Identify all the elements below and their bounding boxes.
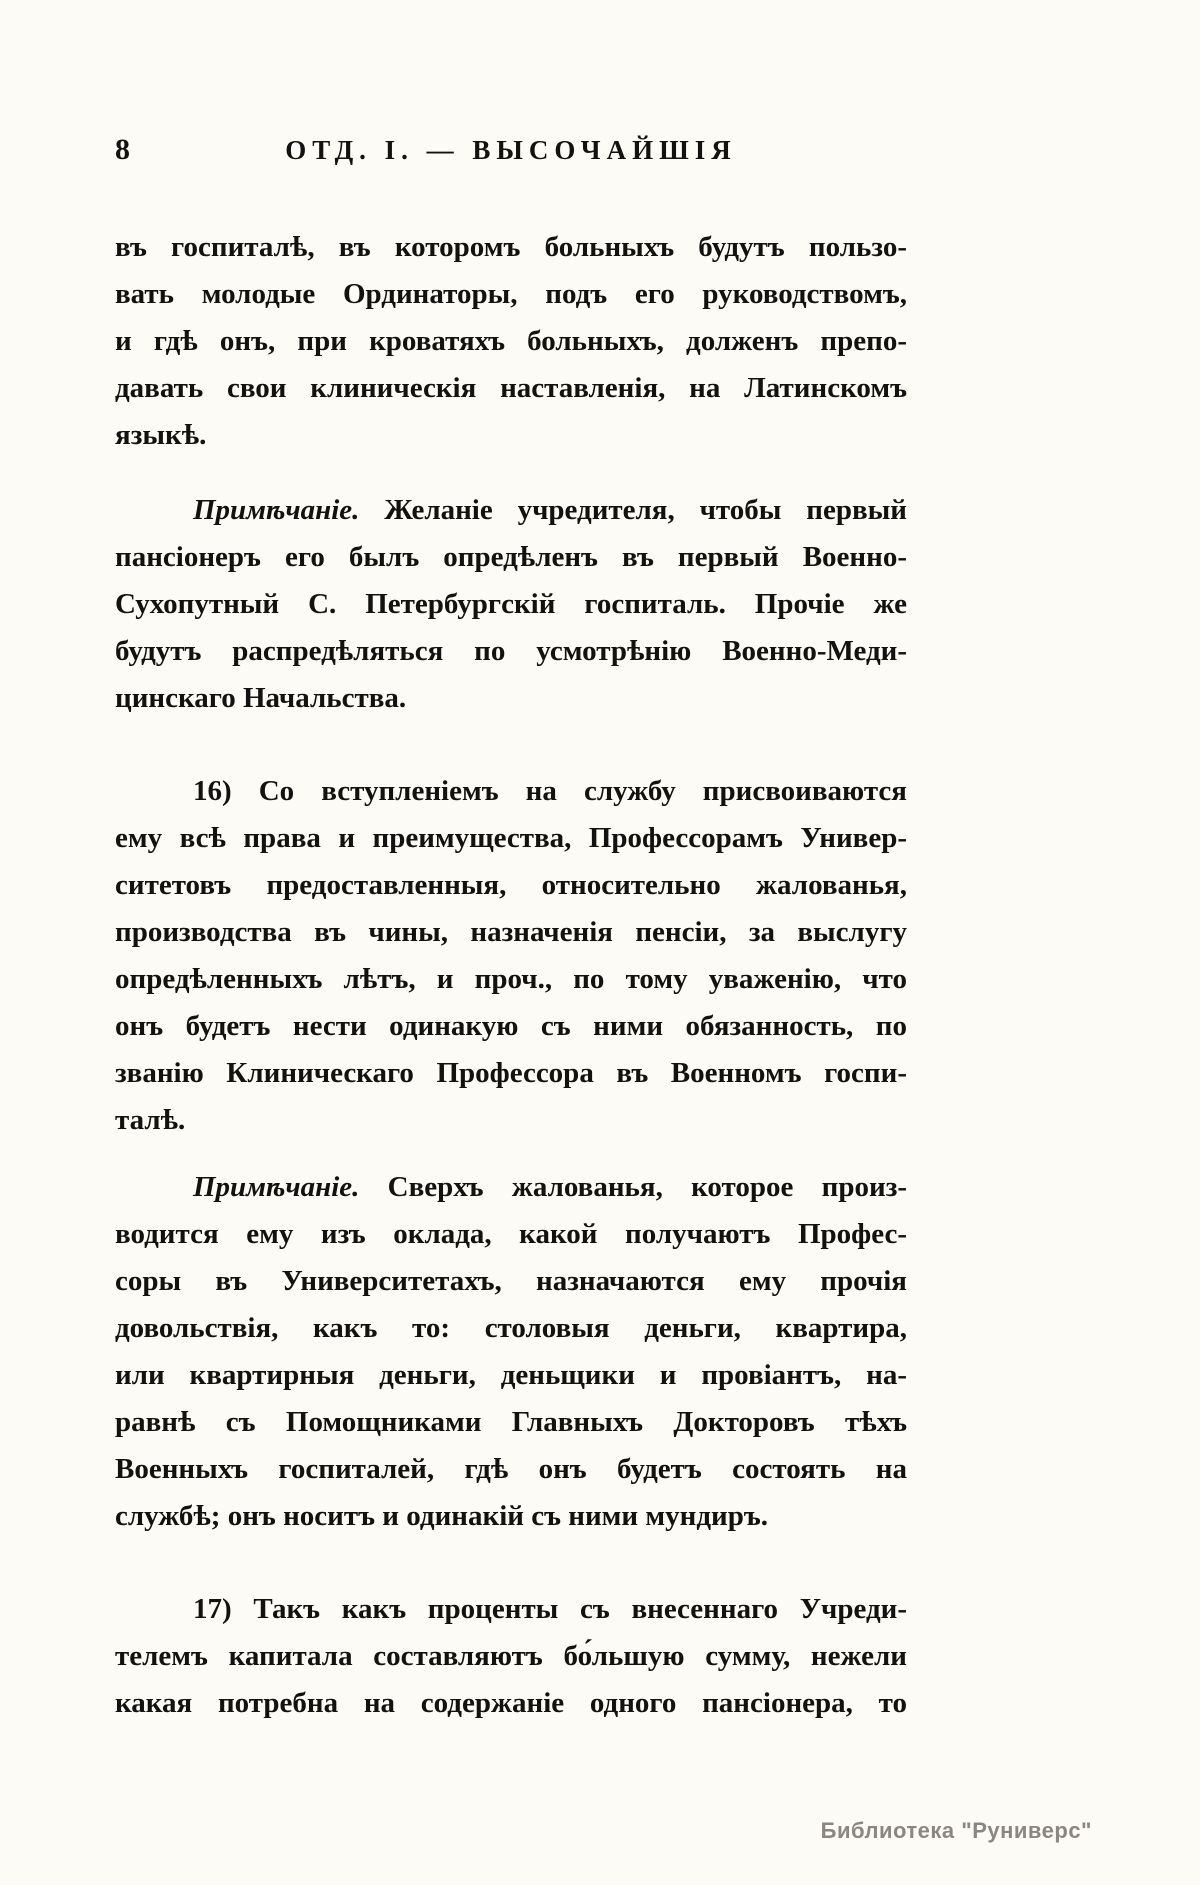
text-line: 16) Со вступленіемъ на службу присвоиваются xyxy=(193,775,907,807)
page-number: 8 xyxy=(115,133,130,166)
note-paragraph xyxy=(115,487,907,722)
text-line: званію Клиническаго Профессора въ Военномъ госпи- xyxy=(115,1057,907,1089)
text-line: службѣ; онъ носитъ и одинакій съ ними мундиръ. xyxy=(115,1500,768,1532)
page-body-text xyxy=(115,224,907,1727)
text-line xyxy=(115,487,907,534)
note-label: Примѣчаніе. xyxy=(193,1171,360,1203)
page-header xyxy=(115,133,907,173)
text-line: довольствія, какъ то: столовыя деньги, квартира, xyxy=(115,1312,907,1344)
text-line: равнѣ съ Помощниками Главныхъ Докторовъ тѣхъ xyxy=(115,1406,907,1438)
text-line: ему всѣ права и преимущества, Профессорамъ Универ- xyxy=(115,822,907,854)
text-line: Сухопутный С. Петербургскій госпиталь. Прочіе же xyxy=(115,588,907,620)
text-line: 17) Такъ какъ проценты съ внесеннаго Учреди- xyxy=(193,1593,907,1625)
text-line: и гдѣ онъ, при кроватяхъ больныхъ, долженъ препо- xyxy=(115,325,907,357)
paragraph-continuation xyxy=(115,224,907,459)
text-line xyxy=(115,1164,907,1211)
note-paragraph xyxy=(115,1164,907,1540)
text-line: давать свои клиническія наставленія, на Латинскомъ xyxy=(115,372,907,404)
note-first-line-text: Желаніе учредителя, чтобы первый xyxy=(384,494,907,526)
text-line: въ госпиталѣ, въ которомъ больныхъ будутъ пользо- xyxy=(115,231,907,263)
text-line: водится ему изъ оклада, какой получаютъ Профес- xyxy=(115,1218,907,1250)
text-line: опредѣленныхъ лѣтъ, и проч., по тому уваженію, что xyxy=(115,963,907,995)
text-line: какая потребна на содержаніе одного пансіонера, то xyxy=(115,1687,907,1719)
text-line: ситетовъ предоставленныя, относительно жалованья, xyxy=(115,869,907,901)
text-line: цинскаго Начальства. xyxy=(115,682,407,714)
text-line: онъ будетъ нести одинакую съ ними обязанность, по xyxy=(115,1010,907,1042)
numbered-item-17 xyxy=(115,1586,907,1727)
text-line: телемъ капитала составляютъ бо́льшую сумму, нежели xyxy=(115,1640,907,1672)
numbered-item-16 xyxy=(115,768,907,1144)
running-title: ОТД. I. — ВЫСОЧАЙШІЯ xyxy=(285,135,737,165)
text-line: соры въ Университетахъ, назначаются ему прочія xyxy=(115,1265,907,1297)
text-line: Военныхъ госпиталей, гдѣ онъ будетъ состоять на xyxy=(115,1453,907,1485)
text-line: пансіонеръ его былъ опредѣленъ въ первый Военно- xyxy=(115,541,907,573)
note-label: Примѣчаніе. xyxy=(193,494,360,526)
text-line: производства въ чины, назначенія пенсіи, за выслугу xyxy=(115,916,907,948)
text-line: талѣ. xyxy=(115,1104,186,1136)
text-line: или квартирныя деньги, деньщики и провіантъ, на- xyxy=(115,1359,907,1391)
text-line: вать молодые Ординаторы, подъ его руководствомъ, xyxy=(115,278,907,310)
text-line: языкѣ. xyxy=(115,419,207,451)
library-watermark: Библиотека "Руниверс" xyxy=(820,1818,1092,1843)
text-line: будутъ распредѣляться по усмотрѣнію Военно-Меди- xyxy=(115,635,907,667)
note-first-line-text: Сверхъ жалованья, которое произ- xyxy=(387,1171,908,1203)
